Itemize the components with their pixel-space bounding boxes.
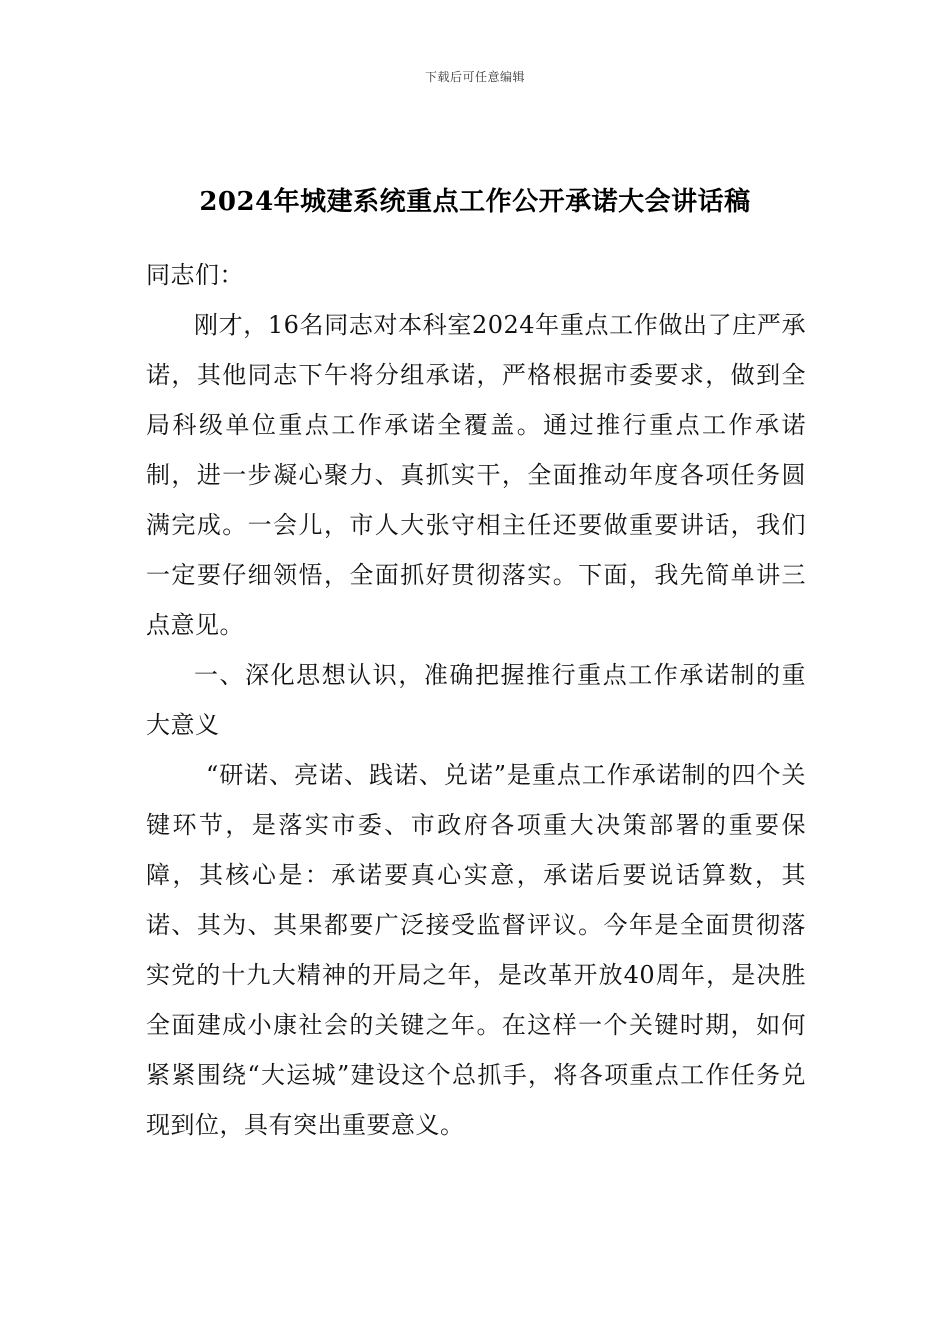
document-title: 2024年城建系统重点工作公开承诺大会讲话稿: [199, 187, 751, 217]
paragraph-section-1: “研诺、亮诺、践诺、兑诺”是重点工作承诺制的四个关键环节，是落实市委、市政府各项重大决策部署的重要保障，其核心是：承诺要真心实意，承诺后要说话算数，其诺、其为、其果都要广泛接受监督评议。今年是全面贯彻落实党的十九大精神的开局之年，是改革开放40周年，是决胜全面建成小康社会的关键之年。在这样一个关键时期，如何紧紧围绕“大运城”建设这个总抓手，将各项重点工作任务兑现到位，具有突出重要意义。: [146, 761, 806, 1139]
document-body: [146, 250, 806, 1150]
section-heading-1: 一、深化思想认识，准确把握推行重点工作承诺制的重大意义: [146, 661, 806, 739]
salutation: 同志们：: [146, 261, 244, 289]
header-note: 下载后可任意编辑: [424, 70, 525, 84]
paragraph-intro: 刚才，16名同志对本科室2024年重点工作做出了庄严承诺，其他同志下午将分组承诺，严格根据市委要求，做到全局科级单位重点工作承诺全覆盖。通过推行重点工作承诺制，进一步凝心聚力、真抓实干，全面推动年度各项任务圆满完成。一会儿，市人大张守相主任还要做重要讲话，我们一定要仔细领悟，全面抓好贯彻落实。下面，我先简单讲三点意见。: [146, 311, 806, 639]
